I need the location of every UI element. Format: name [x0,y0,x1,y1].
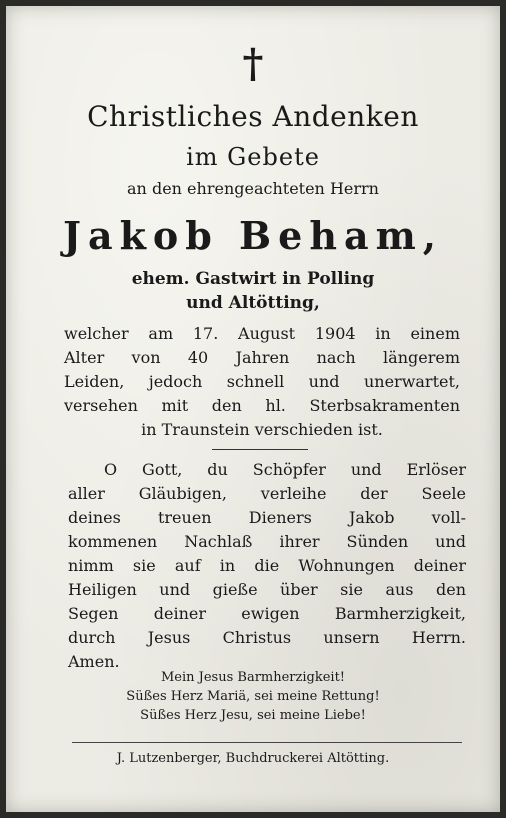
prayer-line: deines treuen Dieners Jakob voll- [68,508,466,527]
dedication-line: an den ehrengeachteten Herrn [127,179,379,198]
divider-short [212,449,308,450]
divider-long [72,742,462,743]
prayer-line: Segen deiner ewigen Barmherzigkeit, [68,604,466,623]
prayer-line: Heiligen und gieße über sie aus den [68,580,466,599]
prayer-line: kommenen Nachlaß ihrer Sünden und [68,532,466,551]
death-notice-line: welcher am 17. August 1904 in einem [64,324,460,343]
card-subtitle: im Gebete [186,143,320,171]
prayer-paragraph [68,458,466,674]
death-notice-line: Alter von 40 Jahren nach längerem [64,348,460,367]
ejaculation-line: Mein Jesus Barmherzigkeit! [160,670,346,685]
deceased-name: Jakob Beham, [62,213,444,258]
occupation-line-1: ehem. Gastwirt in Polling [131,269,375,289]
ejaculations [6,668,500,725]
death-notice-line: versehen mit den hl. Sterbsakramenten [64,396,460,415]
occupation-line-2: und Altötting, [186,293,320,313]
memorial-card [6,6,500,812]
prayer-line: durch Jesus Christus unsern Herrn. [68,628,466,647]
death-notice-paragraph [64,322,460,442]
cross-icon: † [242,40,264,87]
prayer-line: O Gott, du Schöpfer und Erlöser [104,460,466,479]
prayer-line: nimm sie auf in die Wohnungen deiner [68,556,466,575]
death-notice-line: Leiden, jedoch schnell und unerwartet, [64,372,460,391]
card-title: Christliches Andenken [87,100,419,133]
ejaculation-line: Süßes Herz Mariä, sei meine Rettung! [126,689,380,704]
ejaculation-line: Süßes Herz Jesu, sei meine Liebe! [140,708,366,723]
printer-imprint: J. Lutzenberger, Buchdruckerei Altötting. [116,751,390,766]
prayer-line: aller Gläubigen, verleihe der Seele [68,484,466,503]
death-notice-line: in Traunstein verschieden ist. [141,420,383,439]
prayer-line: Amen. [68,652,120,671]
